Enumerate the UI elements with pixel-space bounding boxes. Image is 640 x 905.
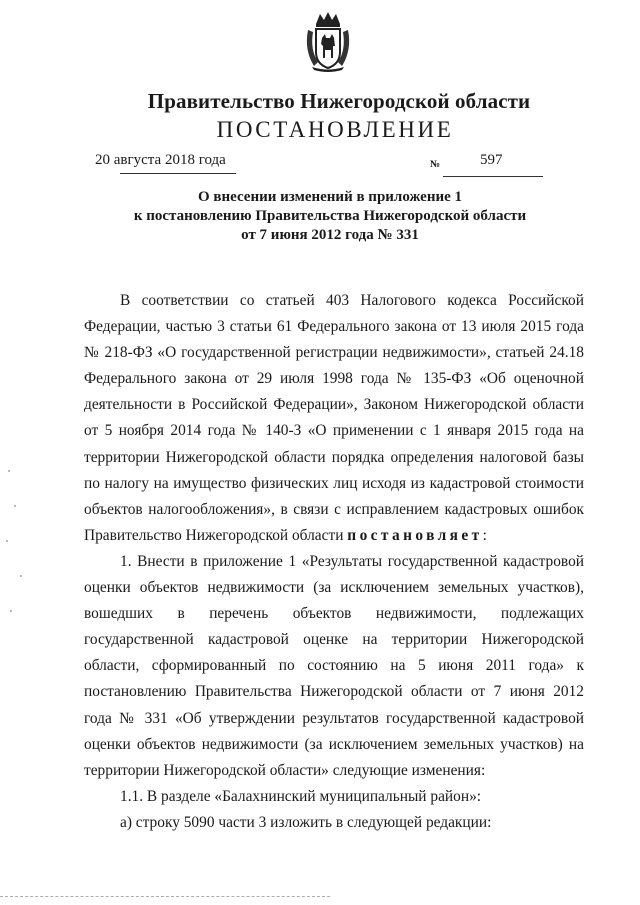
document-body — [84, 288, 584, 836]
body-line: объектов налогообложения», в связи с исправлением кадастровых ошибок — [84, 500, 584, 518]
document-type: ПОСТАНОВЛЕНИЕ — [216, 117, 454, 142]
item-heading: 1.1. В разделе «Балахнинский муниципальный район»: — [120, 787, 482, 805]
body-line: государственной кадастровой оценке на территории Нижегородской — [84, 631, 584, 649]
coat-of-arms-icon — [302, 10, 354, 72]
body-line: оценки объектов недвижимости (за исключением земельных участков) на — [84, 735, 584, 753]
body-line: года № 331 «Об утверждении результатов государственной кадастровой — [84, 709, 584, 727]
number-underline — [443, 176, 543, 177]
body-line: территории Нижегородской области порядка определения налоговой базы — [84, 448, 584, 466]
document-date: 20 августа 2018 года — [95, 152, 226, 168]
scan-speck — [6, 540, 8, 542]
document-subject — [100, 188, 560, 245]
subject-line: к постановлению Правительства Нижегородской области — [133, 208, 527, 224]
scan-speck — [10, 610, 12, 612]
body-line-resolution: Правительство Нижегородской области постановляет: — [84, 526, 487, 544]
body-line: Федерального закона от 29 июля 1998 года № 135-ФЗ «Об оценочной — [84, 370, 584, 388]
government-title: Правительство Нижегородской области — [147, 89, 531, 113]
body-line: Федерации, частью 3 статьи 61 Федерального закона от 13 июля 2015 года — [84, 318, 584, 336]
resolves-word: постановляет — [347, 526, 483, 544]
body-line: оценки объектов недвижимости (за исключением земельных участков), — [84, 579, 584, 597]
body-line: № 218-ФЗ «О государственной регистрации недвижимости», статьей 24.18 — [84, 344, 584, 362]
body-line: области, сформированный по состоянию на 5 июня 2011 года» к — [84, 657, 584, 675]
body-line: вошедших в перечень объектов недвижимости, подлежащих — [84, 605, 584, 623]
subject-line: О внесении изменений в приложение 1 — [197, 189, 463, 205]
government-subject: Правительство Нижегородской области — [84, 526, 344, 544]
body-line: по налогу на имущество физических лиц исходя из кадастровой стоимости — [84, 474, 584, 492]
body-line: 1. Внести в приложение 1 «Результаты государственной кадастровой — [120, 552, 584, 570]
scan-speck — [8, 470, 10, 472]
document-number: 597 — [480, 152, 503, 168]
number-label: № — [430, 159, 441, 170]
scan-speck — [14, 505, 16, 507]
body-line: территории Нижегородской области» следующие изменения: — [84, 761, 486, 779]
item-subpoint: а) строку 5090 части 3 изложить в следующей редакции: — [120, 813, 492, 831]
body-line: В соответствии со статьей 403 Налогового кодекса Российской — [120, 292, 584, 309]
body-line: деятельности в Российской Федерации», Законом Нижегородской области — [84, 396, 584, 414]
scan-speck — [20, 575, 22, 577]
date-underline — [120, 173, 236, 174]
scan-artifact-line — [0, 896, 330, 897]
body-line: постановлению Правительства Нижегородской области от 7 июня 2012 — [84, 683, 584, 701]
subject-line: от 7 июня 2012 года № 331 — [241, 227, 419, 243]
body-line: от 5 ноября 2014 года № 140-З «О применении с 1 января 2015 года на — [84, 422, 584, 440]
